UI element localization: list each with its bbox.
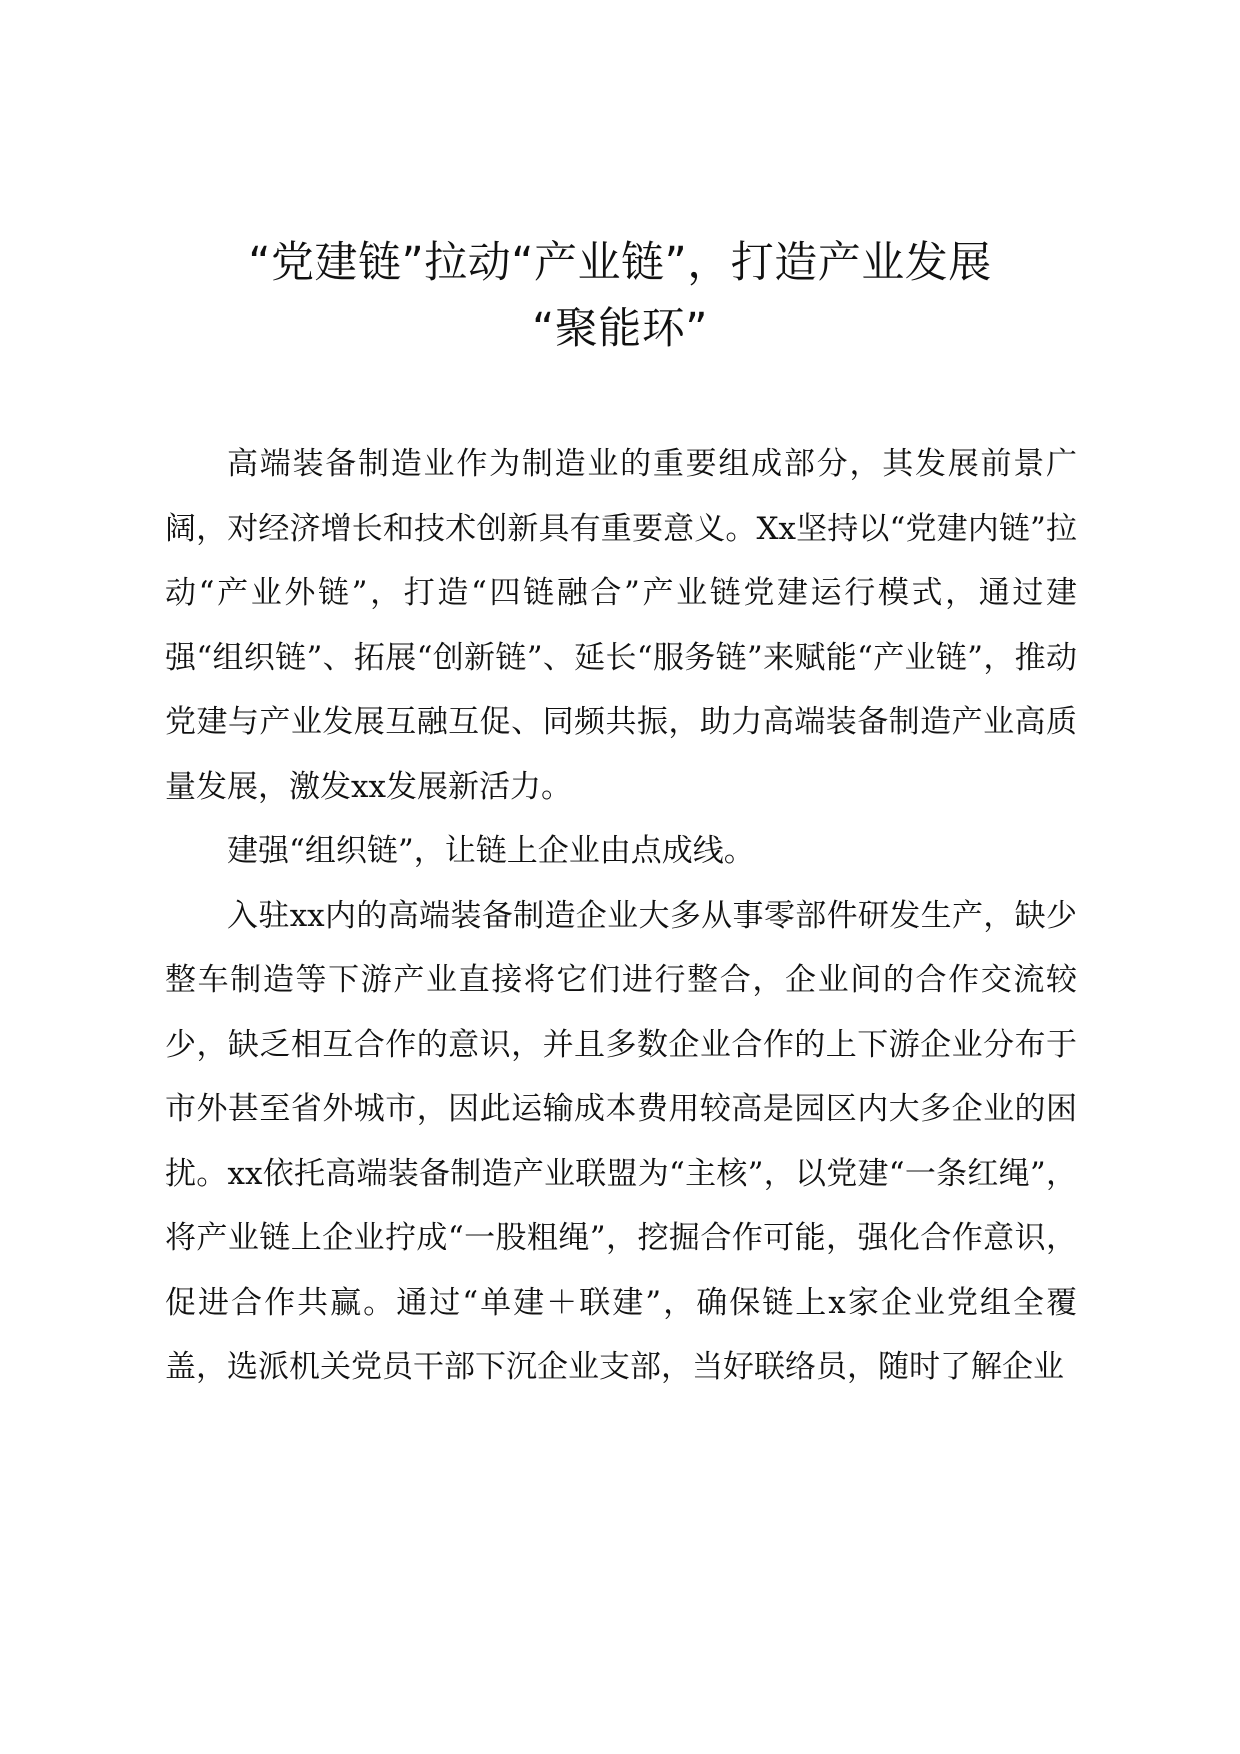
title-line-1: “党建链”拉动“产业链”，打造产业发展 <box>248 238 992 288</box>
document-title <box>150 230 1090 362</box>
paragraph-heading-organization-chain: 建强“组织链”，让链上企业由点成线。 <box>227 833 755 869</box>
title-line-2: “聚能环” <box>531 304 709 354</box>
paragraph-organization-chain-detail: 入驻xx内的高端装备制造企业大多从事零部件研发生产，缺少整车制造等下游产业直接将它们进行整合，企业间的合作交流较少，缺乏相互合作的意识，并且多数企业合作的上下游企业分布于市外甚至省外城市，因此运输成本费用较高是园区内大多企业的困扰。xx依托高端装备制造产业联盟为“主核”，以党建“一条红绳”，将产业链上企业拧成“一股粗绳”，挖掘合作可能，强化合作意识，促进合作共赢。通过“单建＋联建”，确保链上x家企业党组全覆盖，选派机关党员干部下沉企业支部，当好联络员，随时了解企业 <box>165 897 1077 1385</box>
paragraph-intro: 高端装备制造业作为制造业的重要组成部分，其发展前景广阔，对经济增长和技术创新具有重要意义。Xx坚持以“党建内链”拉动“产业外链”，打造“四链融合”产业链党建运行模式，通过建强“组织链”、拓展“创新链”、延长“服务链”来赋能“产业链”，推动党建与产业发展互融互促、同频共振，助力高端装备制造产业高质量发展，激发xx发展新活力。 <box>165 446 1077 805</box>
document-body <box>165 432 1077 1400</box>
